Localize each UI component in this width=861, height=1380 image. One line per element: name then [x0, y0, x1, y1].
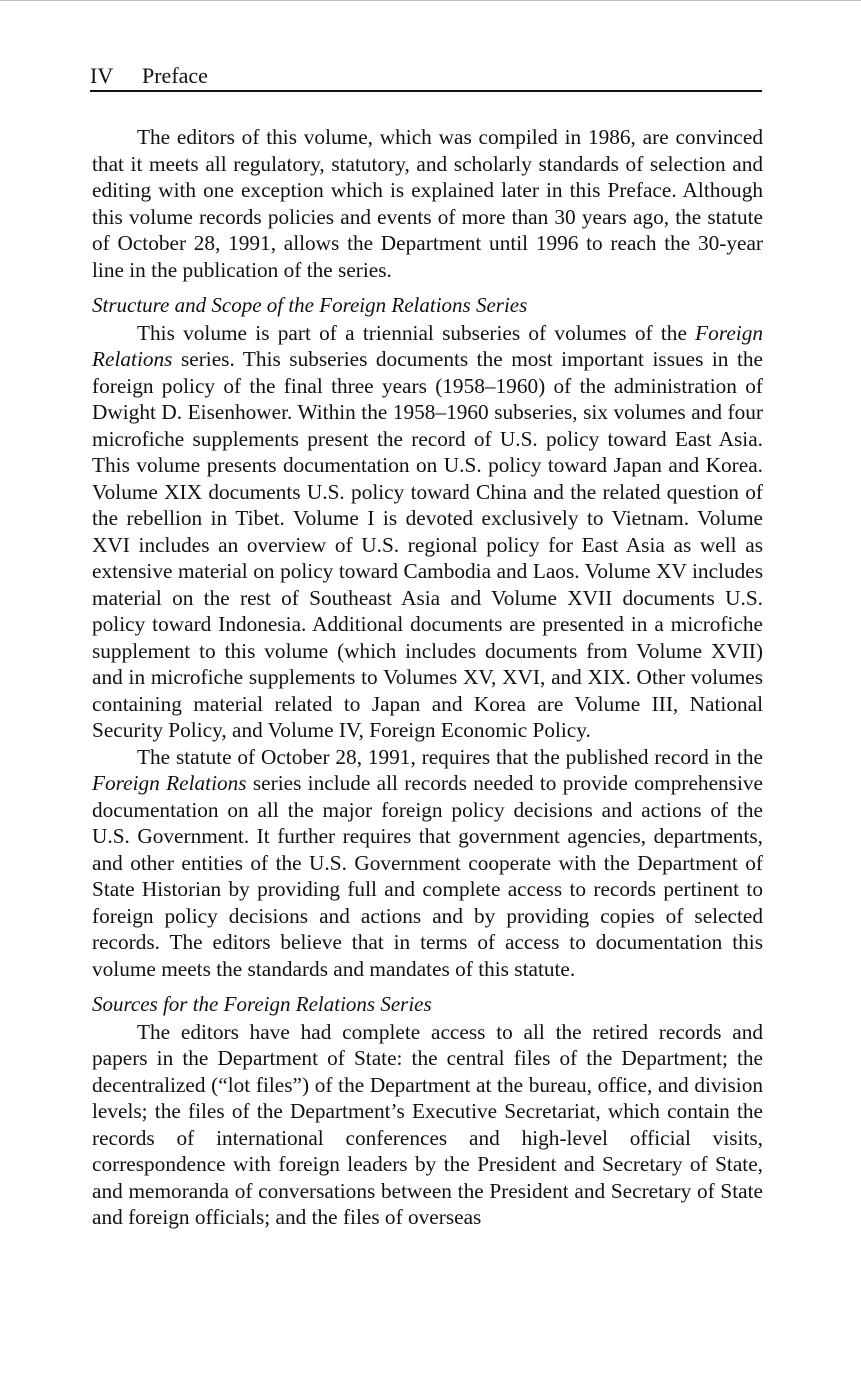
statute-text-rest: series include all records needed to provide comprehensive documentation on all the major foreign policy decisions and actions of the U.S. Government. It further requires that government agencies, departments, and other entities of the U.S. Government cooperate with the Department of State Historian by providing full and complete access to records pertinent to foreign policy decisions and actions and by providing copies of selected records. The editors believe that in terms of access to documentation this volume meets the standards and mandates of this statute.	[92, 771, 763, 981]
statute-paragraph	[92, 744, 763, 983]
structure-paragraph	[92, 320, 763, 744]
structure-text-start: This volume is part of a triennial subseries of volumes of the	[137, 320, 696, 345]
intro-paragraph: The editors of this volume, which was compiled in 1986, are convinced that it meets all regulatory, statutory, and scholarly standards of selection and editing with one exception which is explained later in this Preface. Although this volume records policies and events of more than 30 years ago, the statute of October 28, 1991, allows the Department until 1996 to reach the 30-year line in the publication of the series.	[92, 125, 763, 282]
section-heading-sources: Sources for the Foreign Relations Series	[92, 992, 432, 1016]
series-title-italic: Foreign Relations	[92, 771, 247, 795]
statute-text-start: The statute of October 28, 1991, requires that the published record in the	[137, 744, 763, 769]
page-body	[92, 124, 763, 1231]
section-heading-structure: Structure and Scope of the Foreign Relations Series	[92, 293, 528, 317]
scan-edge-line	[0, 0, 861, 1]
page-number: IV	[90, 63, 114, 88]
sources-paragraph: The editors have had complete access to all the retired records and papers in the Department of State: the central files of the Department; the decentralized (“lot files”) of the Department at the bureau, office, and division levels; the files of the Department’s Executive Secretariat, which contain the records of international conferences and high-level official visits, correspondence with foreign leaders by the President and Secretary of State, and memoranda of conversations between the President and Secretary of State and foreign officials; and the files of overseas	[92, 1019, 763, 1229]
running-title: Preface	[142, 63, 208, 88]
running-head	[90, 60, 762, 92]
series-title-italic: Foreign Relations	[92, 320, 763, 371]
structure-text-rest: series. This subseries documents the most important issues in the foreign policy of the final three years (1958–1960) of the administration of Dwight D. Eisenhower. Within the 1958–1960 subseries, six volumes and four microfiche supplements present the record of U.S. policy toward East Asia. This volume presents documentation on U.S. policy toward Japan and Korea. Volume XIX documents U.S. policy toward China and the related question of the rebellion in Tibet. Volume I is devoted exclusively to Vietnam. Volume XVI includes an overview of U.S. regional policy for East Asia as well as extensive material on policy toward Cambodia and Laos. Volume XV includes material on the rest of Southeast Asia and Volume XVII documents U.S. policy toward Indonesia. Additional documents are presented in a microfiche supplement to this volume (which includes documents from Volume XVII) and in microfiche supplements to Volumes XV, XVI, and XIX. Other volumes containing material related to Japan and Korea are Volume III, National Security Policy, and Volume IV, Foreign Economic Policy.	[92, 347, 763, 742]
